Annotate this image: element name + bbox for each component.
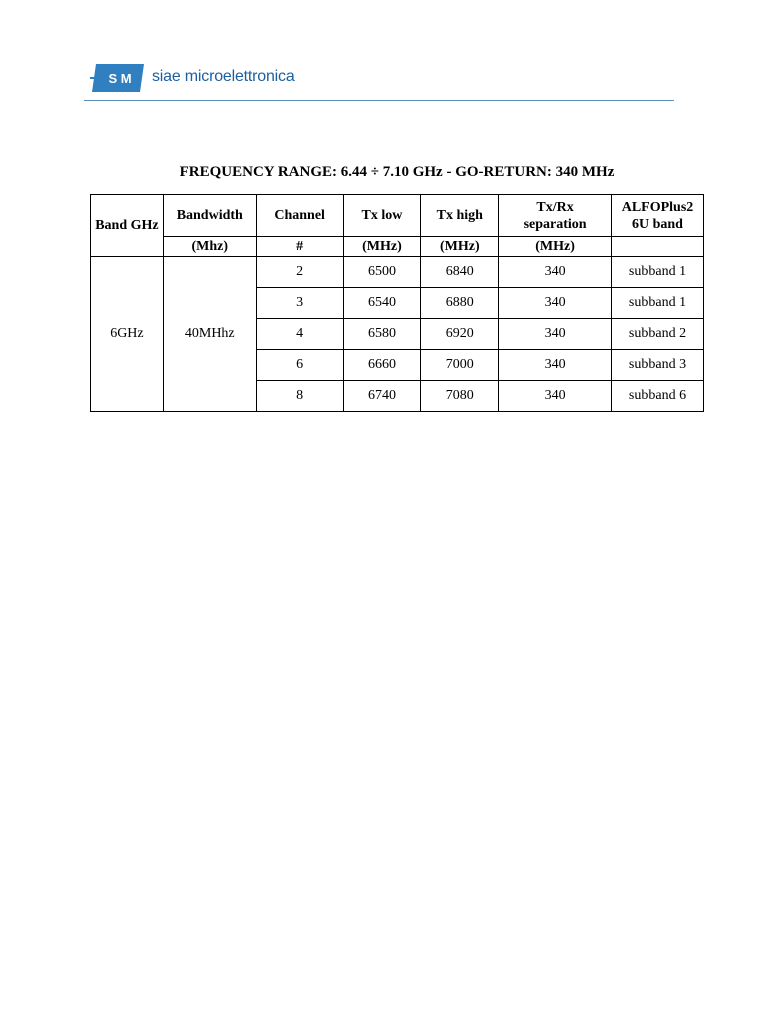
header-band: Band GHz <box>91 195 164 257</box>
header-divider <box>84 100 674 101</box>
alfo-band-cell: subband 6 <box>611 381 703 412</box>
channel-cell: 4 <box>256 319 343 350</box>
channel-cell: 6 <box>256 350 343 381</box>
tx-high-cell: 7000 <box>421 350 499 381</box>
separation-cell: 340 <box>499 288 612 319</box>
channel-cell: 2 <box>256 257 343 288</box>
separation-cell: 340 <box>499 319 612 350</box>
logo-mark-text: S M <box>108 71 132 86</box>
unit-tx-low: (MHz) <box>343 237 421 257</box>
bandwidth-cell: 40MHhz <box>163 257 256 412</box>
header-tx-high: Tx high <box>421 195 499 237</box>
separation-cell: 340 <box>499 381 612 412</box>
unit-alfo-band <box>611 237 703 257</box>
alfo-band-cell: subband 2 <box>611 319 703 350</box>
separation-cell: 340 <box>499 350 612 381</box>
brand-name: siae microelettronica <box>152 68 295 85</box>
separation-cell: 340 <box>499 257 612 288</box>
alfo-band-cell: subband 3 <box>611 350 703 381</box>
header-alfo-band: ALFOPlus2 6U band <box>611 195 703 237</box>
tx-high-cell: 7080 <box>421 381 499 412</box>
tx-low-cell: 6580 <box>343 319 421 350</box>
header-channel: Channel <box>256 195 343 237</box>
siae-logo-icon <box>90 62 148 94</box>
tx-high-cell: 6920 <box>421 319 499 350</box>
header-separation: Tx/Rx separation <box>499 195 612 237</box>
tx-low-cell: 6540 <box>343 288 421 319</box>
unit-separation: (MHz) <box>499 237 612 257</box>
alfo-band-cell: subband 1 <box>611 288 703 319</box>
table-row <box>91 257 704 288</box>
unit-tx-high: (MHz) <box>421 237 499 257</box>
header-tx-low: Tx low <box>343 195 421 237</box>
channel-cell: 8 <box>256 381 343 412</box>
band-cell: 6GHz <box>91 257 164 412</box>
tx-high-cell: 6840 <box>421 257 499 288</box>
channel-cell: 3 <box>256 288 343 319</box>
tx-low-cell: 6500 <box>343 257 421 288</box>
unit-bandwidth: (Mhz) <box>163 237 256 257</box>
frequency-table <box>90 194 704 412</box>
page-title: FREQUENCY RANGE: 6.44 ÷ 7.10 GHz - GO-RETURN: 340 MHz <box>179 164 615 180</box>
table-header-row <box>91 195 704 237</box>
tx-low-cell: 6660 <box>343 350 421 381</box>
tx-low-cell: 6740 <box>343 381 421 412</box>
tx-high-cell: 6880 <box>421 288 499 319</box>
company-logo <box>90 62 330 96</box>
unit-channel: # <box>256 237 343 257</box>
alfo-band-cell: subband 1 <box>611 257 703 288</box>
table-units-row <box>91 237 704 257</box>
header-bandwidth: Bandwidth <box>163 195 256 237</box>
